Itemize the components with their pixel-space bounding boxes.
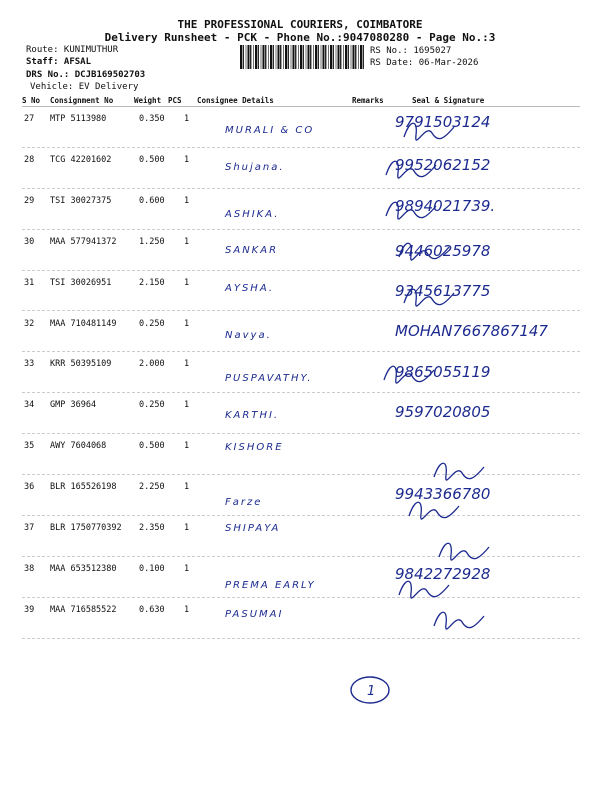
row-consignee-name: KISHORE: [225, 442, 284, 454]
barcode-bar: [261, 45, 262, 69]
row-consignee-name: SHIPAYA: [225, 523, 281, 534]
row-sno: 39: [24, 604, 35, 615]
barcode-bar: [285, 45, 287, 69]
signature-scribble: [430, 457, 490, 487]
signature-scribble: [380, 360, 440, 390]
signature-scribble: [435, 537, 495, 567]
table-row: [0, 271, 600, 317]
row-consignment-no: MTP 5113980: [50, 114, 107, 124]
barcode-bar: [360, 45, 362, 69]
barcode-bar: [315, 45, 317, 69]
signature-scribble: [400, 283, 460, 313]
row-consignee-name: SANKAR: [225, 244, 279, 256]
barcode-bar: [358, 45, 359, 69]
barcode-bar: [253, 45, 254, 69]
rs-date: RS Date: 06-Mar-2026: [370, 58, 479, 68]
row-pcs: 1: [184, 400, 190, 411]
signature-scribble: [430, 606, 490, 636]
barcode-bar: [310, 45, 311, 69]
row-consignment-no: GMP 36964: [50, 400, 97, 411]
row-pcs: 1: [184, 441, 190, 452]
table-row: [0, 434, 600, 480]
barcode-bar: [306, 45, 307, 69]
barcode-bar: [273, 45, 274, 69]
row-pcs: 1: [184, 359, 190, 370]
row-weight: 0.350: [139, 114, 165, 124]
col-sno: S No: [22, 96, 41, 105]
row-consignment-no: MAA 577941372: [50, 236, 117, 247]
row-signature: 9842272928: [395, 564, 491, 583]
signature-scribble: [395, 237, 455, 267]
row-signature: 9865055119: [395, 363, 491, 382]
barcode-bar: [323, 45, 325, 69]
barcode-bar: [333, 45, 334, 69]
row-pcs: 1: [184, 236, 190, 247]
col-remarks: Remarks: [352, 96, 384, 105]
row-weight: 0.600: [139, 195, 165, 206]
barcode-bar: [263, 45, 265, 69]
barcode-bar: [258, 45, 259, 69]
row-weight: 0.630: [139, 604, 165, 615]
row-signature: MOHAN7667867147: [395, 321, 548, 340]
barcode-bar: [338, 45, 340, 69]
barcode-bar: [325, 45, 326, 69]
row-sno: 33: [24, 359, 35, 370]
row-consignee-name: MURALI & CO: [225, 125, 315, 136]
signature-scribble: [405, 496, 465, 526]
barcode-bar: [363, 45, 364, 69]
table-row: [0, 148, 600, 194]
row-consignee-name: PREMA EARLY: [225, 579, 316, 591]
barcode-bar: [340, 45, 341, 69]
signature-scribble: [400, 117, 460, 147]
row-signature: 9446025978: [395, 241, 491, 260]
row-consignment-no: BLR 1750770392: [50, 523, 122, 533]
signature-scribble: [382, 155, 442, 185]
row-sno: 29: [24, 195, 35, 206]
page-stamp: [348, 674, 392, 706]
barcode-bar: [280, 45, 281, 69]
barcode-bar: [298, 45, 299, 69]
col-consignment: Consignment No: [50, 96, 114, 105]
row-pcs: 1: [184, 277, 190, 288]
barcode-bar: [351, 45, 352, 69]
row-signature: 9943366780: [395, 485, 491, 504]
page-stamp-number: 1: [367, 684, 376, 699]
row-signature: 9952062152: [395, 155, 491, 174]
runsheet-title: Delivery Runsheet - PCK - Phone No.:9047080280 - Page No.:3: [104, 31, 496, 44]
col-consignee: Consignee Details: [197, 96, 274, 105]
barcode-bar: [308, 45, 310, 69]
row-divider: [22, 638, 580, 639]
row-pcs: 1: [184, 563, 190, 574]
barcode-bar: [255, 45, 257, 69]
row-sno: 38: [24, 563, 35, 574]
barcode-bar: [293, 45, 295, 69]
row-sno: 27: [24, 114, 35, 124]
row-weight: 0.250: [139, 318, 165, 329]
row-consignment-no: MAA 716585522: [50, 604, 117, 615]
company-name: THE PROFESSIONAL COURIERS, COIMBATORE: [177, 18, 423, 31]
col-pcs: PCS: [168, 96, 182, 105]
row-consignee-name: PASUMAI: [225, 608, 284, 620]
row-consignment-no: TCG 42201602: [50, 154, 112, 165]
row-consignment-no: MAA 653512380: [50, 563, 117, 574]
row-consignee-name: Farze: [225, 497, 263, 509]
row-pcs: 1: [184, 154, 190, 165]
row-consignment-no: AWY 7604068: [50, 441, 107, 452]
barcode-bar: [268, 45, 269, 69]
barcode-bar: [313, 45, 314, 69]
row-sno: 36: [24, 482, 35, 493]
row-pcs: 1: [184, 482, 190, 493]
row-signature: 9791503124: [395, 113, 491, 131]
barcode-bar: [288, 45, 289, 69]
barcode-bar: [321, 45, 322, 69]
row-sno: 28: [24, 154, 35, 165]
row-weight: 0.500: [139, 441, 165, 452]
col-seal-signature: Seal & Signature: [412, 96, 485, 105]
row-pcs: 1: [184, 318, 190, 329]
row-pcs: 1: [184, 604, 190, 615]
barcode-bar: [353, 45, 355, 69]
row-signature: 9597020805: [395, 403, 491, 422]
barcode-bar: [345, 45, 347, 69]
table-row: [0, 312, 600, 358]
row-sno: 31: [24, 277, 35, 288]
row-consignment-no: KRR 50395109: [50, 359, 112, 370]
signature-scribble: [382, 196, 442, 226]
row-sno: 32: [24, 318, 35, 329]
row-signature: 9345613775: [395, 281, 491, 300]
row-weight: 2.250: [139, 482, 165, 493]
row-sno: 35: [24, 441, 35, 452]
row-consignee-name: PUSPAVATHY.: [225, 373, 313, 385]
staff: Staff: AFSAL: [26, 57, 92, 67]
barcode-bar: [291, 45, 292, 69]
barcode-bar: [250, 45, 251, 69]
row-sno: 37: [24, 523, 35, 533]
table-row: [0, 189, 600, 235]
barcode: [240, 45, 365, 69]
barcode-bar: [355, 45, 356, 69]
row-consignment-no: TSI 30027375: [50, 195, 112, 206]
row-weight: 0.250: [139, 400, 165, 411]
row-pcs: 1: [184, 523, 190, 533]
barcode-bar: [276, 45, 277, 69]
row-consignee-name: AYSHA.: [225, 282, 275, 294]
table-row: [0, 230, 600, 276]
row-sno: 34: [24, 400, 35, 411]
row-consignment-no: TSI 30026951: [50, 277, 112, 288]
barcode-bar: [348, 45, 349, 69]
row-pcs: 1: [184, 114, 190, 124]
row-consignee-name: KARTHI.: [225, 410, 280, 422]
rs-number: RS No.: 1695027: [370, 46, 452, 56]
table-row: [0, 557, 600, 603]
row-consignee-name: Navya.: [225, 329, 272, 341]
col-weight: Weight: [134, 96, 162, 105]
barcode-bar: [270, 45, 272, 69]
row-consignee-name: Shujana.: [225, 161, 285, 173]
barcode-bar: [240, 45, 242, 69]
barcode-bar: [318, 45, 319, 69]
barcode-bar: [283, 45, 284, 69]
barcode-bar: [303, 45, 304, 69]
table-row: [0, 107, 600, 153]
barcode-bar: [248, 45, 250, 69]
barcode-bar: [243, 45, 244, 69]
row-weight: 0.100: [139, 563, 165, 574]
barcode-bar: [343, 45, 344, 69]
row-weight: 2.000: [139, 359, 165, 370]
row-consignment-no: MAA 710481149: [50, 318, 117, 329]
row-weight: 2.150: [139, 277, 165, 288]
row-weight: 0.500: [139, 154, 165, 165]
barcode-bar: [300, 45, 302, 69]
table-row: [0, 352, 600, 398]
row-signature: 9894021739.: [395, 196, 496, 215]
table-row: [0, 393, 600, 439]
barcode-bar: [328, 45, 329, 69]
row-weight: 1.250: [139, 236, 165, 247]
barcode-bar: [336, 45, 337, 69]
table-row: [0, 475, 600, 521]
barcode-bar: [246, 45, 247, 69]
table-row: [0, 516, 600, 562]
drs-number: DRS No.: DCJB169502703: [26, 70, 146, 80]
row-pcs: 1: [184, 195, 190, 206]
barcode-bar: [265, 45, 266, 69]
row-sno: 30: [24, 236, 35, 247]
signature-scribble: [395, 575, 455, 605]
route: Route: KUNIMUTHUR: [26, 45, 119, 55]
vehicle: Vehicle: EV Delivery: [30, 82, 139, 92]
row-consignee-name: ASHIKA.: [225, 208, 280, 220]
row-weight: 2.350: [139, 523, 165, 533]
barcode-bar: [278, 45, 280, 69]
table-row: [0, 598, 600, 644]
row-consignment-no: BLR 165526198: [50, 482, 117, 493]
barcode-bar: [330, 45, 332, 69]
barcode-bar: [295, 45, 296, 69]
